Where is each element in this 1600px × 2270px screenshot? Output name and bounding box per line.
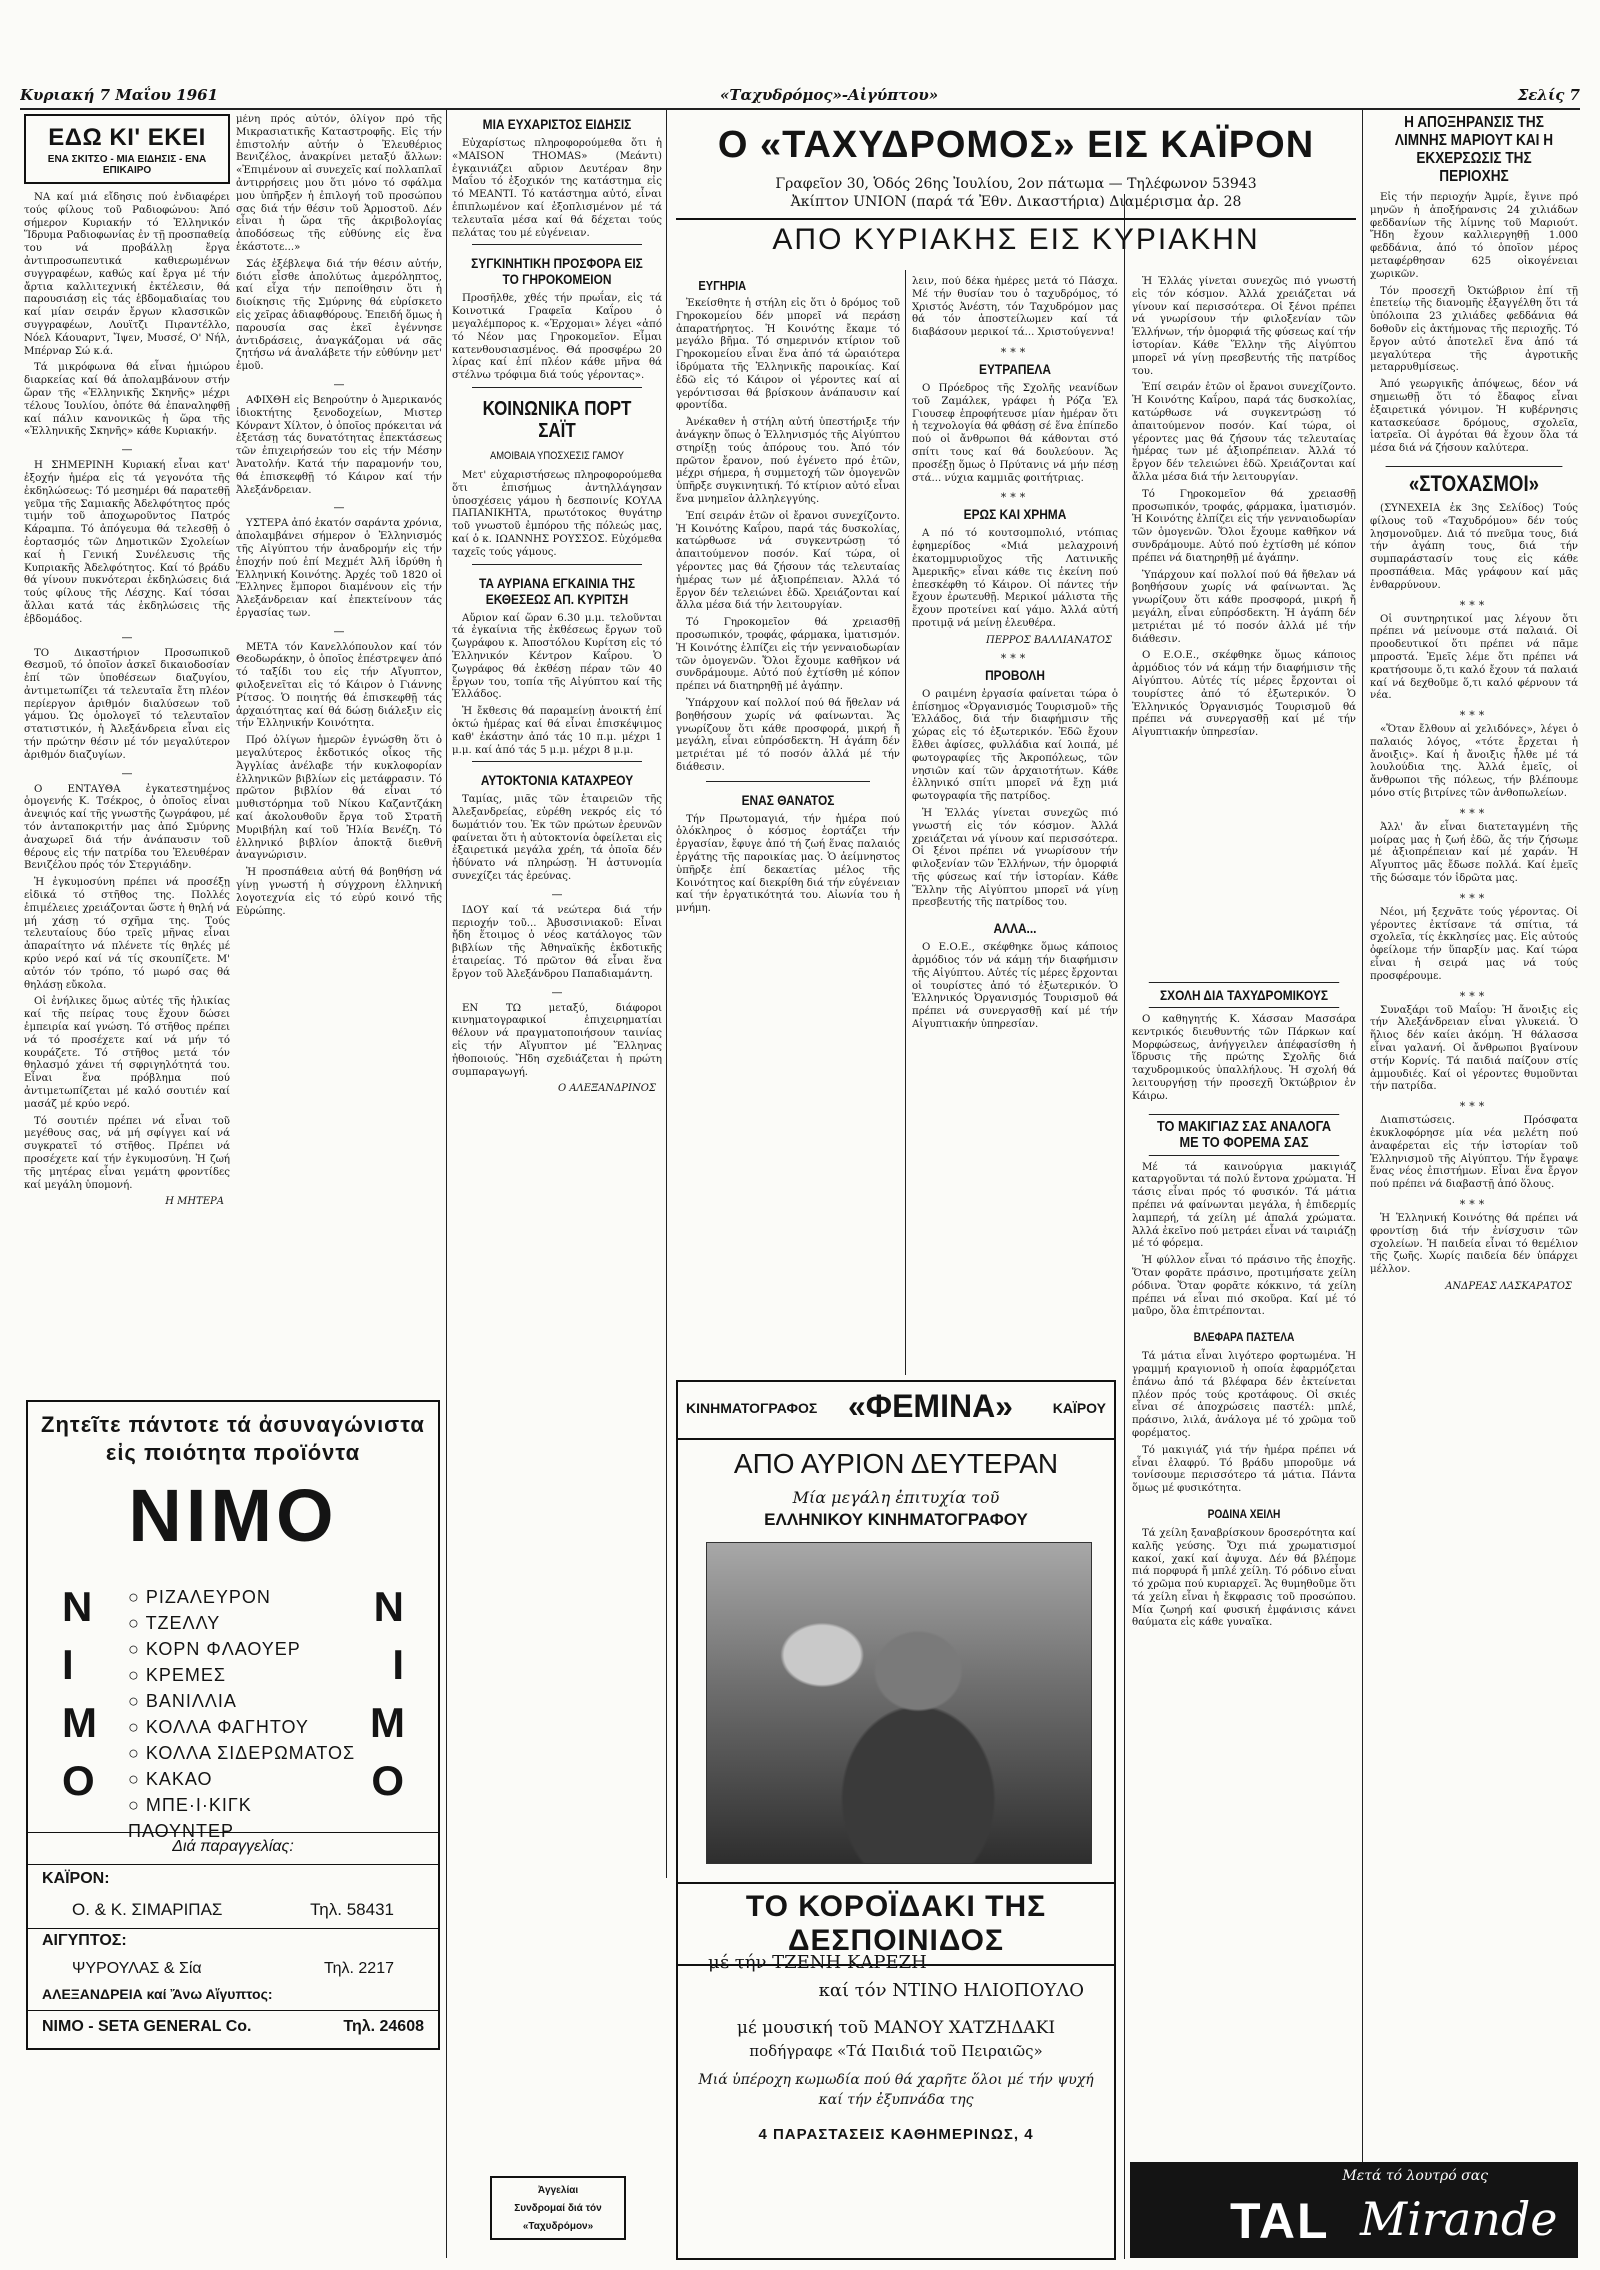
femina-cinema-ad	[676, 1380, 1116, 2260]
top-rule	[20, 108, 1580, 110]
news-paragraph: Τά μικρόφωνα θά εἶναι ἡμιώρου διαρκείας καί θά ἀπολαμβάνουν στήν ὥραν τῆς «Ἑλληνικῆς Σκηνῆς» μέχρι τέλους Ἰουλίου, ὁπότε θά ἐπαναληφθῇ καί πάλιν κανονικῶς ἡ ὥρα τῆς «Ἑλληνικῆς Σκηνῆς» κάθε Κυριακήν.	[24, 362, 230, 438]
news-paragraph: Διαπιστώσεις. Πρόσφατα ἐκυκλοφόρησε μία νέα μελέτη πού ἀναφέρεται εἰς τήν ἱστορίαν τοῦ Ἑλληνισμοῦ τῆς Αἰγύπτου. Τήν ἔγραψε ἕνας νέος ἐπιστήμων. Εἶναι ἕνα ἔργον πού πρέπει νά διαβαστῇ ἀπό ὅλους.	[1370, 1115, 1578, 1191]
alex-firm: ΨΥΡΟΥΛΑΣ & Σία	[72, 1960, 202, 1977]
headline: Η ΑΠΟΞΗΡΑΝΣΙΣ ΤΗΣ ΛΙΜΝΗΣ ΜΑΡΙΟΥΤ ΚΑΙ Η ΕΚΧΕΡΣΩΣΙΣ ΤΗΣ ΠΕΡΙΟΧΗΣ	[1394, 114, 1554, 185]
cairo-label: ΚΑΪΡΟΝ:	[42, 1870, 110, 1887]
stars-separator: ***	[1459, 989, 1489, 1003]
news-paragraph: Οἱ συντηρητικοί μας λέγουν ὅτι πρέπει νά μείνουμε στά παλαιά. Οἱ προοδευτικοί ὅτι πρέπει νά πᾶμε μπροστά. Ἐμεῖς λέμε ὅτι πρέπει νά κρατήσουμε ὅ,τι καλό ἔχουν τά παλαιά καί νά δεχθοῦμε ὅ,τι καλό φέρνουν τά νέα.	[1370, 613, 1578, 702]
news-paragraph: Ἡ προσπάθεια αὐτή θά βοηθήσῃ νά γίνῃ γνωστή ἡ σύγχρονη ἑλληνική λογοτεχνία εἰς τό εὐρύ κοινό τῆς Εὐρώπης.	[236, 867, 442, 917]
news-paragraph: Α πό τό κουτσομπολιό, ντόπιας ἐφημερίδος «Μιά μελαχροινή ἐκατομμυριοῦχος τῆς Λατινικῆς Ἀμερικῆς» εἶναι κάθε τις ἐκείνη πού ἐπεσκέφθη τό Κάιρον. Οἱ πάντες τήν ἔχουν ἐρωτευθῇ. Μερικοί μάλιστα τῆς ἔχουν προτείνει καί γάμο. Ἀλλά αὐτή προτιμᾷ νά μείνῃ ἐλευθέρα.	[912, 528, 1118, 629]
brand-letter: Μ	[62, 1699, 97, 1746]
news-paragraph: ΜΕΤΑ τόν Κανελλόπουλον καί τόν Θεοδωράκην, ὁ ὁποῖος ἐπέστρεψεν ἀπό τό ταξίδι του εἰς τήν Αἴγυπτον, φιλοξενεῖται εἰς τό Κάιρον ὁ Γιάννης Ρίτσος. Ὁ ποιητής θά ἐπισκεφθῇ τάς ἀρχαιότητας καί θά δώσῃ διάλεξιν εἰς τήν Ἑλληνικήν Κοινότητα.	[236, 641, 442, 730]
office-address: Ἀκίπτον UNION (παρά τά Ἐθν. Δικαστήρια) Διαμέρισμα ἀρ. 28	[790, 194, 1242, 210]
column-rule	[1124, 194, 1125, 2259]
film-still-photo	[706, 1542, 1092, 1864]
section-title: ΑΠΟ ΚΥΡΙΑΚΗΣ ΕΙΣ ΚΥΡΙΑΚΗΝ	[772, 223, 1260, 256]
nimo-advertisement	[26, 1400, 440, 2050]
divider	[472, 387, 642, 388]
news-paragraph: ΥΣΤΕΡΑ ἀπό ἑκατόν σαράντα χρόνια, ἀπολαμβάνει σήμερον ὁ Ἑλληνισμός τῆς Αἰγύπτου τήν ἀναδρομήν εἰς τήν ἐποχήν πού ἐπί Μεχμέτ Ἀλῆ ἱδρύθη ἡ Ἑλληνική Κοινότης. Ἀρχές τοῦ 1820 οἱ Ἕλληνες ἔμποροι διαμένουν εἰς τήν Ἀλεξάνδρειαν καί ἐπεκτείνουν τάς ἐργασίας των.	[236, 518, 442, 619]
issue-date: Κυριακή 7 Μαΐου 1961	[20, 86, 219, 104]
author-signature: Ο ΑΛΕΞΑΝΔΡΙΝΟΣ	[557, 1083, 656, 1095]
ad-brand: TAL	[1230, 2193, 1330, 2249]
brand-letter: Ο	[371, 1757, 404, 1804]
product-item: ○ ΚΟΛΛΑ ΣΙΔΕΡΩΜΑΤΟΣ	[128, 1743, 356, 1763]
cairo-phone: Τηλ. 58431	[310, 1900, 394, 1919]
seta-firm: ΝΙΜΟ - SETA GENERAL Co.	[42, 2018, 252, 2035]
separator: —	[551, 985, 563, 999]
news-paragraph: Ἐκείσθητε ἡ στήλη εἰς ὅτι ὁ δρόμος τοῦ Γηροκομείου δέν μπορεῖ νά περάσῃ ἀπαρατήρητος. Ἡ Κοινότης ἔκαμε τό μεγάλο βῆμα. Τό σημερινόν κτίριον τοῦ Γηροκομείου εἶναι ἕνα ἀπό τά ὡραιότερα ἱδρύματα τῆς Ἑλληνικῆς παροικίας. Καί ἐδῶ εἰς τό Κάιρον οἱ γέροντες καί αἱ γερόντισσαι θά βρίσκουν ἀνάπαυσιν καί φροντίδα.	[676, 298, 900, 412]
column-rule	[905, 270, 906, 1375]
brand-letter: Ι	[392, 1641, 404, 1688]
product-item: ○ ΤΖΕΛΛΥ	[128, 1613, 221, 1633]
headline: ΠΡΟΒΟΛΗ	[985, 666, 1045, 683]
office-address: Γραφεῖον 30, Ὁδός 26ης Ἰουλίου, 2ον πάτωμα — Τηλέφωνον 53943	[775, 176, 1257, 192]
news-paragraph: Τά χείλη ξαναβρίσκουν δροσερότητα καί καλῆς γεύσης. Ὄχι πιά χρωματισμοί κακοί, χακί καί ἀψυχα. Δέν θά βλέπομε πιά πορφυρά ἤ μπλέ χείλη. Τό ρόδινο εἶναι τό χρῶμα πού κυριαρχεῖ. Ἄς θυμηθοῦμε ὅτι τά χείλη εἶναι ἡ ἔκφρασις τοῦ προσώπου. Μία ζωηρή καί φυσική ἐμφάνισις κάνει θαύματα εἰς κάθε γυναῖκα.	[1132, 1527, 1356, 1629]
news-paragraph: Ἀπό γεωργικῆς ἀπόψεως, δέον νά σημειωθῇ ὅτι τό ἔδαφος εἶναι ἐξαιρετικά γόνιμον. Ἡ κυβέρνησις κατασκεύασε δρόμους, σχολεῖα, ἰατρεῖα. Οἱ ἀγρόται θά ἔχουν ὅλα τά μέσα διά νά ζήσουν καλύτερα.	[1370, 379, 1578, 455]
news-paragraph: Ταμίας, μιᾶς τῶν ἑταιρειῶν τῆς Ἀλεξανδρείας, εὑρέθη νεκρός εἰς τό δωμάτιόν του. Ἐκ τῶν πρώτων ἐρευνῶν φαίνεται ὅτι ἡ αὐτοκτονία ὀφείλεται εἰς ἐξαιρετικά μεγάλα χρέη, τά ὁποῖα δέν ἠδύνατο νά πληρώσῃ. Ἡ ἀστυνομία συνεχίζει τάς ἐρεύνας.	[452, 794, 662, 883]
news-paragraph: Προσῆλθε, χθές τήν πρωΐαν, εἰς τά Κοινοτικά Γραφεῖα Καΐρου ὁ μεγαλέμπορος κ. «Ἐρχομαι» λέγει «ἀπό τό Νέον μας Γηροκομεῖον. Εἶμαι κατενθουσιασμένος. Θά προσφέρω 20 λίρας καί ἐπί πλέον κάθε μῆνα θά στέλνω τρόφιμα διά τούς γέροντας».	[452, 293, 662, 382]
nimo-letters-left	[62, 1578, 97, 1810]
separator: —	[121, 766, 133, 780]
news-paragraph: Ἀνέκαθεν ἡ στήλη αὐτή ὑπεστήριξε τήν ἀνάγκην ὅπως ὁ Ἑλληνισμός τῆς Αἰγύπτου στηρίξῃ τούς ἀπόρους του. Ἀπό τόν πρῶτον ἔρανον, πού ἐγένετο πρό ἐτῶν, μέχρι σήμερα, ἡ συμμετοχή τῶν ὁμογενῶν ὑπῆρξε συγκινητική. Τό κτίριον αὐτό εἶναι ἕνα μνημεῖον ἀλληλεγγύης.	[676, 417, 900, 505]
headline: ΣΥΓΚΙΝΗΤΙΚΗ ΠΡΟΣΦΟΡΑ ΕΙΣ ΤΟ ΓΗΡΟΚΟΜΕΙΟΝ	[471, 255, 643, 288]
headline: ΣΧΟΛΗ ΔΙΑ ΤΑΧΥΔΡΟΜΙΚΟΥΣ	[1149, 982, 1339, 1008]
tal-mirande-ad	[1130, 2162, 1578, 2258]
news-paragraph: Ἡ ἐγκυμοσύνη πρέπει νά προσέξῃ εἰδικά τό στῆθος της. Πολλές ἐπιμέλειες χρειάζονται ὥστε ἡ θηλή νά μή χάσῃ τό σχῆμα της. Τούς τελευταίους δύο τρεῖς μῆνας εἶναι ἀπαραίτητο νά πλένετε τίς θηλές μέ κρύο νερό καί νά τίς σκουπίζετε. Μ' αὐτόν τόν τρόπο, τό μωρό σας θά θηλάσῃ εὔκολα.	[24, 877, 230, 991]
news-paragraph: λειν, πού δέκα ἡμέρες μετά τό Πάσχα. Μέ τήν θυσίαν του ὁ ταχυδρόμος, τό Χριστός Ἀνέστη, τόν Ταχυδρόμον μας θά τόν ἀποστείλωμεν καί τά διαβάσουν μερικοί τά... Χριστούγεννα!	[912, 276, 1118, 339]
music-credit: μέ μουσική τοῦ ΜΑΝΟΥ ΧΑΤΖΗΔΑΚΙ	[736, 2018, 1056, 2038]
news-paragraph: Τό σουτιέν πρέπει νά εἶναι τοῦ μεγέθους σας, νά μή σφίγγει καί νά συγκρατεῖ τό στῆθος. Πρέπει νά προσέχετε καί τήν ἐγκυμοσύνη. Ἡ ζωή τῆς μητέρας εἶναι γεμάτη φροντίδες καί μεγάλη ὑπομονή.	[24, 1115, 230, 1191]
news-paragraph: Τόν προσεχῆ Ὀκτώβριον ἐπί τῇ ἐπετείῳ τῆς διανομῆς ἐξαγγέλθη ὅτι τά ὑπόλοιπα 23 χιλιάδες φεδδάνια θά δοθοῦν εἰς ἀκτήμονας τῆς περιοχῆς. Τό ἔργον αὐτό ἀποτελεῖ ἕνα ἀπό τά μεγαλύτερα τῆς ἀγροτικῆς μεταρρυθμίσεως.	[1370, 285, 1578, 374]
column-rule	[1362, 108, 1363, 2258]
brand-letter: Ο	[62, 1757, 95, 1804]
news-paragraph: ΝΑ καί μιά εἴδησις πού ἐνδιαφέρει τούς φίλους τοῦ Ραδιοφώνου: Ἀπό σήμερον Κυριακήν τό Ἑλληνικόν Ἵδρυμα Ραδιοφωνίας ἐν τῇ προσπαθείᾳ του νά προβάλλῃ ἔργα ἀντιπροσωπευτικά καθιερωμένων συγγραφέων, καθώς καί ἔργα μέ τήν ἄρτια καλλιτεχνική ἐκτέλεσιν, θά παρουσιάσῃ εἰς τάς ἑβδομαδιαίας του καί μίαν σειράν ἔργων κλασσικῶν συγγραφέων, Λουϊτζι Πιραντέλλο, Νόελ Κάουαρντ, Ἴψεν, Μυσσέ, Ο' Νήλ, Μπέρναρ Σώ κ.ά.	[24, 192, 230, 357]
column-rule	[666, 108, 667, 1878]
news-paragraph: Ο ραιμένη ἐργασία φαίνεται τώρα ὁ ἐπίσημος «Ὀργανισμός Τουρισμοῦ» τῆς Ἑλλάδος, διά τήν διαφήμισιν τῆς χώρας εἰς τό ἐξωτερικόν. Ἐδῶ ἔχουν ἔλθει ἀφίσες, φυλλάδια καί λοιπά, μέ φωτογραφίες τῆς Ἀκροπόλεως, τῶν νησιῶν καί τῶν ἀρχαιοτήτων. Κάθε ἑλληνικό σπίτι μπορεῖ νά ἔχῃ μιά φωτογραφία τῆς πατρίδος.	[912, 688, 1118, 803]
news-paragraph: Ο Πρόεδρος τῆς Σχολῆς νεανίδων τοῦ Ζαμάλεκ, γράφει ἡ Ρόζα Ἐλ Γιουσεφ ἐπροφήτευσε μίαν ἡμέραν ὅτι ἡ τεχνολογία θά φθάσῃ σέ ἕνα ἐπίπεδο πού οἱ ἄνθρωποι θά κάθονται στό σπίτι τους καί θά δουλεύουν. Ἄς προσέξῃ ὅμως ὁ Πρύτανις νά μήν πέσῃ στά... νύχια καμμιᾶς φοιτήτριας.	[912, 382, 1118, 484]
headline: ΑΛΛΑ...	[993, 920, 1037, 937]
brand-letter: Μ	[370, 1699, 405, 1746]
orders-label: Διά παραγγελίας:	[172, 1838, 294, 1855]
column-6-content	[1132, 972, 1356, 2056]
ad-slogan: εἰς ποιότητα προϊόντα	[105, 1440, 361, 1465]
stars-separator: ***	[1459, 598, 1489, 612]
news-paragraph: Ἐπί σειράν ἐτῶν οἱ ἔρανοι συνεχίζοντο. Ἡ Κοινότης Καΐρου, παρά τάς δυσκολίας, κατώρθωσε νά συγκεντρώσῃ τό ἀπαιτούμενον ποσόν. Καί τώρα, οἱ γέροντες μας θά ζήσουν τάς τελευταίας ἡμέρας των μέ ἀξιοπρέπειαν. Ἀλλά τό ἔργον δέν τελειώνει ἐδῶ. Χρειάζονται καί ἄλλα μέσα διά τήν λειτουργίαν.	[676, 510, 900, 612]
cinema-name-bar	[678, 1382, 1114, 1440]
show-times: 4 ΠΑΡΑΣΤΑΣΕΙΣ ΚΑΘΗΜΕΡΙΝΩΣ, 4	[758, 2126, 1034, 2143]
author-signature: Η ΜΗΤΕΡΑ	[165, 1196, 224, 1208]
paper-title: «Ταχυδρόμος»-Αἰγύπτου»	[720, 86, 939, 104]
cast-lead: καί τόν ΝΤΙΝΟ ΗΛΙΟΠΟΥΛΟ	[818, 1980, 1084, 2001]
film-note: καί τήν ἐξυπνάδα της	[818, 2092, 974, 2108]
news-paragraph: μένη πρός αὐτόν, ὀλίγον πρό τῆς Μικρασιατικῆς Καταστροφῆς. Εἰς τήν ἐπιστολήν αὐτήν ὁ Ἐλευθέριος Βενιζέλος, ἀνακρίνει μεταξύ ἄλλων: «Ἐπιμένουν αἱ συνεχεῖς καί πολλαπλαῖ ἀντιρρήσεις μου ὅτι μόνο τό σφάλμα μου ὑπῆρξεν ἡ ἐπιλογή τοῦ προσώπου σας διά τήν θέσιν τοῦ Ἁρμοστοῦ. Δέν εἶναι ἡ ὥρα τῆς ἀκριβολογίας ἀποδόσεως τῆς εὐθύνης εἰς ἕνα ἑκάστοτε...»	[236, 114, 442, 253]
separator: —	[121, 630, 133, 644]
stars-separator: ***	[1000, 345, 1030, 359]
news-paragraph: Τό Γηροκομεῖον θά χρειασθῇ προσωπικόν, τροφάς, φάρμακα, ἰματισμόν. Ἡ Κοινότης ἐλπίζει εἰς τήν γενναιοδωρίαν τῶν ὁμογενῶν. Ὅλοι ἔχουμε καθῆκον νά συνδράμουμε. Αὐτό πού ἐχτίσθη μέ κόπον πρέπει νά διατηρηθῇ μέ ἀγάπην.	[676, 617, 900, 693]
news-paragraph: Ἡ ἔκθεσις θά παραμείνῃ ἀνοικτή ἐπί ὀκτώ ἡμέρας καί θά εἶναι ἐπισκέψιμος καθ' ἑκάστην ἀπό τάς 10 π.μ. μέχρι 1 μ.μ. καί ἀπό τάς 5 μ.μ. μέχρι 8 μ.μ.	[452, 706, 662, 756]
news-paragraph: Τό Γηροκομεῖον θά χρειασθῇ προσωπικόν, τροφάς, φάρμακα, ἰματισμόν. Ἡ Κοινότης ἐλπίζει εἰς τήν γενναιοδωρίαν τῶν ὁμογενῶν. Ὅλοι ἔχουμε καθῆκον νά συνδράμουμε. Αὐτό πού ἐχτίσθη μέ κόπον πρέπει νά διατηρηθῇ μέ ἀγάπην.	[1132, 488, 1356, 564]
headline: «ΣΤΟΧΑΣΜΟΙ»	[1386, 466, 1563, 497]
product-item: ○ ΚΑΚΑΟ	[128, 1769, 213, 1789]
headline: ΤΟ ΜΑΚΙΓΙΑΖ ΣΑΣ ΑΝΑΛΟΓΑ ΜΕ ΤΟ ΦΟΡΕΜΑ ΣΑΣ	[1149, 1114, 1339, 1156]
ad-divider	[28, 1832, 438, 1833]
news-paragraph: Ἡ φύλλον εἶναι τό πράσινο τῆς ἐποχῆς. Ὅταν φορᾶτε πράσινο, προτιμήσατε χείλη ρόδινα. Ὅταν φορᾶτε κόκκινο, τά χείλη πρέπει νά εἶναι πιό σκοῦρα. Καί μέ τό μαῦρο, ὅλα ἐπιτρέπονται.	[1132, 1255, 1356, 1318]
separator: —	[551, 887, 563, 901]
news-paragraph: (ΣΥΝΕΧΕΙΑ ἐκ 3ης Σελίδος) Τούς φίλους τοῦ «Ταχυδρόμου» δέν τούς λησμονοῦμεν. Διά τό πνεῦμα τους, διά τήν ἀγάπη τους, διά τήν συμπαράστασίν τους εἰς κάθε προσπάθεια. Μᾶς γράφουν καί μᾶς ἐνθαρρύνουν.	[1370, 502, 1578, 591]
ad-brand-script: Mirande	[1360, 2192, 1558, 2246]
alex-line: ΑΛΕΞΑΝΔΡΕΙΑ καί Ἄνω Αἴγυπτος:	[42, 1986, 273, 2002]
news-paragraph: Νέοι, μή ξεχνᾶτε τούς γέροντας. Οἱ γέροντες ἐκτίσανε τά σπίτια, τά σχολεῖα, τίς ἐκκλησίες μας. Εἰς αὐτούς ὀφείλομε τήν ὕπαρξίν μας. Καί τώρα εἶναι ἡ σειρά μας νά τούς προσφέρουμε.	[1370, 906, 1578, 982]
stars-separator: ***	[1459, 709, 1489, 723]
subheadline: ΡΟΔΙΝΑ ΧΕΙΛΗ	[1207, 1506, 1281, 1521]
film-title: ΤΟ ΚΟΡΟΪΔΑΚΙ ΤΗΣ ΔΕΣΠΟΙΝΙΔΟΣ	[678, 1882, 1114, 1966]
author-signature: ΠΕΡΡΟΣ ΒΑΛΛΙΑΝΑΤΟΣ	[985, 634, 1112, 646]
column-7	[1370, 114, 1578, 2156]
subheadline: ΒΛΕΦΑΡΑ ΠΑΣΤΕΛΑ	[1193, 1330, 1295, 1345]
brand-letter: Ν	[62, 1583, 93, 1630]
news-paragraph: Η ΣΗΜΕΡΙΝΗ Κυριακή εἶναι κατ' ἐξοχήν ἡμέρα εἰς τά γεγονότα τῆς ἐκδηλώσεως: Τό μεσημέρι θά παρατεθῇ γεῦμα τῆς Σαμιακῆς Ἀδελφότητος πρός τιμήν τοῦ ἀποχωροῦντος Πατρός Κάραμπα. Τό ἀπόγευμα θά τελεσθῇ ὁ ἐορτασμός τῶν Δημοτικῶν Σχολείων καί ἡ Γενική Συνέλευσις τῆς Κυπριακῆς Ἀδελφότητος. Καί τό βράδυ θά γίνουν πυκνότεραι ἐκδηλώσεις διά τούς φίλους τῆς Λέσχης. Καί τόσαι ἄλλαι κατά τάς ἐκδηλώσεις τῆς ἑβδομάδος.	[24, 460, 230, 625]
news-paragraph: Εἰς τήν περιοχήν Ἀμρίε, ἔγινε πρό μηνῶν ἡ ἀποξήρανσις 24 χιλιάδων φεδδανίων τῆς λίμνης τοῦ Μαριούτ. Ἤδη ἔχουν καλλιεργηθῇ 1.000 φεδδάνια, ἀπό τό ὁποῖον μέρος μεταφέρθησαν 625 οἰκογένειαι χωρικῶν.	[1370, 192, 1578, 280]
divider	[706, 781, 870, 782]
cinema-city: ΚΑΪΡΟΥ	[1052, 1400, 1106, 1416]
separator: —	[333, 377, 345, 391]
cast-lead: μέ τήν ΤΖΕΝΗ ΚΑΡΕΖΗ	[708, 1952, 927, 1973]
separator: —	[333, 624, 345, 638]
column-1	[24, 114, 230, 1414]
news-paragraph: ΑΦΙΧΘΗ εἰς Βεηρούτην ὁ Ἀμερικανός ἰδιοκτήτης ξενοδοχείων, Μιστερ Κόνραντ Χίλτον, ὁ ὁποῖος πρόκειται νά ἐξετάσῃ τάς δυνατότητας ἐπεκτάσεως τῶν ἐπιχειρήσεών του εἰς τήν Μέσην Ἀνατολήν. Κατά τήν παραμονήν του, θά ἐπισκεφθῇ τό Κάιρον καί τήν Ἀλεξάνδρειαν.	[236, 394, 442, 496]
headline: ΤΑ ΑΥΡΙΑΝΑ ΕΓΚΑΙΝΙΑ ΤΗΣ ΕΚΘΕΣΕΩΣ ΑΠ. ΚΥΡΙΤΣΗ	[478, 574, 636, 607]
ad-divider	[28, 1928, 438, 1929]
news-paragraph: Πρό ὀλίγων ἡμερῶν ἐγνώσθη ὅτι ὁ μεγαλύτερος ἐκδοτικός οἶκος τῆς Ἀγγλίας ἀνέλαβε τήν κυκλοφορίαν ἑλληνικῶν βιβλίων εἰς μετάφρασιν. Τό πρῶτον βιβλίον θά εἶναι τό μυθιστόρημα τοῦ Νίκου Καζαντζάκη καί ἀκολουθοῦν ἔργα τοῦ Στρατῆ Μυριβήλη καί τοῦ Ἠλία Βενέζη. Τό ἑλληνικό βιβλίον ἀποκτᾷ διεθνῆ ἀναγνώρισιν.	[236, 735, 442, 862]
news-paragraph: Μετ' εὐχαριστήσεως πληροφορούμεθα ὅτι ἐπισήμως ἀντηλλάγησαν ὑποσχέσεις γάμου ἡ δεσποινίς ΚΟΥΛΑ ΠΑΠΑΝΙΚΗΤΑ, πρωτότοκος θυγάτηρ τοῦ γνωστοῦ ἐμπόρου τῆς πόλεώς μας, καί ὁ κ. ΙΩΑΝΝΗΣ ΡΟΥΣΣΟΣ. Εὐχόμεθα ταχεῖς τούς γάμους.	[452, 469, 662, 558]
product-item: ○ ΚΟΡΝ ΦΛΑΟΥΕΡ	[128, 1639, 301, 1659]
notice-text: Ἀγγελίαι Συνδρομαί διά τόν «Ταχυδρόμον»	[514, 2185, 602, 2232]
tagline: Μία μεγάλη ἐπιτυχία τοῦ	[792, 1488, 1000, 1507]
news-paragraph: Ἡ Ἑλλάς γίνεται συνεχῶς πιό γνωστή εἰς τόν κόσμον. Ἀλλά χρειάζεται νά γίνουν καί περισσότερα. Οἱ ξένοι πρέπει νά γνωρίσουν τήν φιλοξενίαν τῶν Ἑλλήνων, τήν ὁμορφιά τῆς φύσεως καί τήν ἱστορίαν. Κάθε Ἕλλην τῆς Αἰγύπτου μπορεῖ νά γίνῃ πρεσβευτής τῆς πατρίδος του.	[912, 807, 1118, 909]
news-paragraph: Συναξάρι τοῦ Μαΐου: Ἡ ἄνοιξις εἰς τήν Ἀλεξάνδρειαν εἶναι γλυκειά. Ὁ ἥλιος δέν καίει ἀκόμη. Ἡ θάλασσα εἶναι γαλανή. Οἱ ἄνθρωποι βγαίνουν στήν Κορνίς. Τά παιδιά παίζουν στίς ἀμμουδιές. Καί οἱ γέροντες θυμοῦνται τήν πατρίδα.	[1370, 1004, 1578, 1093]
headline: ΚΟΙΝΩΝΙΚΑ ΠΟΡΤ ΣΑΪΤ	[482, 397, 632, 442]
news-paragraph: Τό μακιγιάζ γιά τήν ἡμέρα πρέπει νά εἶναι ἐλαφρύ. Τό βράδυ μποροῦμε νά τονίσουμε περισσότερο τά μάτια. Πάντα ὅμως μέ φυσικότητα.	[1132, 1444, 1356, 1495]
product-item: ○ ΜΠΕ·Ι·ΚΙΓΚ ΠΑΟΥΝΤΕΡ	[128, 1795, 252, 1841]
stars-separator: ***	[1459, 1198, 1489, 1211]
headline: ΕΥΓΗΡΙΑ	[698, 278, 747, 293]
news-paragraph: ΙΔΟΥ καί τά νεώτερα διά τήν περιοχήν τοῦ... Ἀβυσσινιακοῦ: Εἶναι ἤδη ἕτοιμος ὁ νέος κατάλογος τῶν βιβλίων τῆς Ἀθηναϊκῆς ἐκδοτικῆς ἑταιρείας. Τό πρῶτον θά εἶναι ἕνα ἔργον τοῦ Ἀλεξάνδρου Παπαδιαμάντη.	[452, 904, 662, 980]
divider	[472, 761, 642, 762]
alex-label: ΑΙΓΥΠΤΟΣ:	[42, 1932, 127, 1949]
alex-phone: Τηλ. 2217	[324, 1960, 394, 1977]
news-paragraph: Ὑπάρχουν καί πολλοί πού θά ἤθελαν νά βοηθήσουν χωρίς νά φαίνωνται. Ἄς γνωρίζουν ὅτι κάθε προσφορά, μικρή ἤ μεγάλη, εἶναι εὐπρόσδεκτη. Ἡ ἀγάπη δέν μετριέται μέ τό ποσόν ἀλλά μέ τήν διάθεσιν.	[676, 697, 900, 773]
column-5	[912, 276, 1118, 1372]
news-paragraph: Ἐπί σειράν ἐτῶν οἱ ἔρανοι συνεχίζοντο. Ἡ Κοινότης Καΐρου, παρά τάς δυσκολίας, κατώρθωσε νά συγκεντρώσῃ τό ἀπαιτούμενον ποσόν. Καί τώρα, οἱ γέροντες μας θά ζήσουν τάς τελευταίας ἡμέρας των μέ ἀξιοπρέπειαν. Ἀλλά τό ἔργον δέν τελειώνει ἐδῶ. Χρειάζονται καί ἄλλα μέσα διά τήν λειτουργίαν.	[1132, 382, 1356, 483]
author-signature: ΑΝΔΡΕΑΣ ΛΑΣΚΑΡΑΤΟΣ	[1445, 1280, 1572, 1292]
divider	[472, 244, 642, 245]
news-paragraph: Τήν Πρωτομαγιά, τήν ἡμέρα πού ὁλόκληρος ὁ κόσμος ἑορτάζει τήν ἐργασίαν, ἔφυγε ἀπό τή ζωή ἕνας παλαιός ἐργάτης τῆς παροικίας μας. Ὁ ἀείμνηστος ὑπῆρξε ἐπί δεκαετίας μέλος τῆς Κοινότητος καί διεκρίθη διά τήν εὐγένειαν καί τήν ἐργατικότητά του. Αἰωνία του ἡ μνήμη.	[676, 813, 900, 915]
news-paragraph: Εὐχαρίστως πληροφορούμεθα ὅτι ἡ «MAISON THOMAS» (Μεάντι) ἐγκαινιάζει αὔριον Δευτέραν 8ην Μαΐου τό ἐξοχικόν της κατάστημα εἰς τό ΜΕΑΝΤΙ. Τό κατάστημα αὐτό, εἶναι ἐπιπλωμένον καί ἐξοπλισμένον μέ τά τελευταῖα μέσα καί θά δέχεται τούς πελάτας του μέ εὐγένειαν.	[452, 138, 662, 239]
nimo-letters-right	[370, 1578, 404, 1810]
headline: ΑΥΤΟΚΤΟΝΙΑ ΚΑΤΑΧΡΕΟΥ	[480, 772, 634, 789]
news-paragraph: ΕΝ ΤΩ μεταξύ, διάφοροι κινηματογραφικοί ἐπιχειρηματίαι θέλουν νά πραγματοποιήσουν ταινίας εἰς τήν Αἴγυπτον μέ Ἕλληνας ἠθοποιούς. Ἤδη σχεδιάζεται ἡ πρώτη συμπαραγωγή.	[452, 1002, 662, 1078]
column-3	[452, 114, 662, 2254]
headline: ΕΡΩΣ ΚΑΙ ΧΡΗΜΑ	[963, 506, 1067, 523]
music-credit: ποδήγραφε «Τά Παιδιά τοῦ Πειραιῶς»	[749, 2042, 1043, 2060]
ad-divider	[28, 1864, 438, 1865]
news-paragraph: Ο Ε.Ο.Ε., σκέφθηκε ὅμως κάποιος ἀρμόδιος τόν νά κάμῃ τήν διαφήμισιν τῆς Αἰγύπτου. Αὐτές τίς μέρες ἔρχονται οἱ τουρίστες ἀπό τό ἐξωτερικόν. Ὁ Ἑλληνικός Ὀργανισμός Τουρισμοῦ θά πρέπει νά συνεργασθῇ καί μέ τήν Αἰγυπτιακήν ὑπηρεσίαν.	[1132, 650, 1356, 739]
cinema-name: «ΦΕΜΙΝΑ»	[848, 1388, 1013, 1424]
news-paragraph: Τά μάτια εἶναι λιγότερο φορτωμένα. Ἡ γραμμή κραγιονιοῦ ἡ οποία ἐφαρμόζεται ἐπάνω ἀπό τά βλέφαρα δέν ἐκτείνεται πλέον πρός τούς κροτάφους. Οἱ σκιές εἶναι σέ ἀποχρώσεις παστέλ: μπλέ, πράσινο, λιλά, ἀνάλογα μέ τό χρῶμα τοῦ φορέματος.	[1132, 1351, 1356, 1439]
news-paragraph: Αὔριον καί ὥραν 6.30 μ.μ. τελοῦνται τά ἐγκαίνια τῆς ἐκθέσεως ἔργων τοῦ ζωγράφου κ. Ἀποστόλου Κυρίτση εἰς τό Ἑλληνικόν Κέντρον Καΐρου. Ὁ ζωγράφος θά ἐκθέσῃ πέραν τῶν 40 ἔργων του, τοπία τῆς Αἰγύπτου καί τῆς Ἑλλάδος.	[452, 612, 662, 701]
brand-letter: Ν	[373, 1583, 404, 1630]
product-item: ○ ΚΟΛΛΑ ΦΑΓΗΤΟΥ	[128, 1717, 309, 1737]
news-paragraph: Ἀλλ' ἄν εἶναι διατεταγμένη τῆς μοίρας μας ἡ ζωή ἐδῶ, ἄς τήν ζήσωμε μέ ἀξιοπρέπειαν καί μέ χαράν. Ἡ Αἴγυπτος μᾶς ἔδωσε πολλά. Καί ἐμεῖς τῆς δώσαμε τόν ἱδρῶτα μας.	[1370, 821, 1578, 885]
ad-tagline: Μετά τό λουτρό σας	[1342, 2168, 1488, 2184]
product-item: ○ ΡΙΖΑΛΕΥΡΟΝ	[128, 1587, 271, 1607]
news-paragraph: Ἡ Ἑλλάς γίνεται συνεχῶς πιό γνωστή εἰς τόν κόσμον. Ἀλλά χρειάζεται νά γίνουν καί περισσότερα. Οἱ ξένοι πρέπει νά γνωρίσουν τήν φιλοξενίαν τῶν Ἑλλήνων, τήν ὁμορφιά τῆς φύσεως καί τήν ἱστορίαν. Κάθε Ἕλλην τῆς Αἰγύπτου μπορεῖ νά γίνῃ πρεσβευτής τῆς πατρίδος του.	[1132, 276, 1356, 377]
product-item: ○ ΚΡΕΜΕΣ	[128, 1665, 227, 1685]
separator: —	[333, 501, 345, 515]
column-6-upper	[1132, 276, 1356, 966]
edo-ki-ekei-header	[24, 114, 230, 184]
news-paragraph: Μέ τά καινούργια μακιγιάζ καταργοῦνται τά πολύ ἔντονα χρώματα. Ἡ τάσις εἶναι πρός τό φυσικόν. Τά μάτια πρέπει νά φαίνωνται μεγάλα, ἡ ἐπιδερμίς λαμπερή, τά χείλη μέ ἀπαλά χρώματα. Ἀλλά ἐκεῖνο πού μετράει εἶναι νά ταιριάζῃ μέ τό φόρεμα.	[1132, 1161, 1356, 1250]
headline: ΜΙΑ ΕΥΧΑΡΙΣΤΟΣ ΕΙΔΗΣΙΣ	[482, 116, 632, 132]
product-list	[128, 1584, 358, 1844]
subheadline: ΑΜΟΙΒΑΙΑ ΥΠΟΣΧΕΣΙΣ ΓΑΜΟΥ	[490, 449, 624, 462]
nimo-brand: ΝΙΜΟ	[128, 1474, 338, 1557]
brand-letter: Ι	[62, 1641, 74, 1688]
small-notice	[490, 2176, 626, 2240]
news-paragraph: Ὑπάρχουν καί πολλοί πού θά ἤθελαν νά βοηθήσουν χωρίς νά φαίνωνται. Ἄς γνωρίζουν ὅτι κάθε προσφορά, μικρή ἤ μεγάλη, εἶναι εὐπρόσδεκτη. Ἡ ἀγάπη δέν μετριέται μέ τό ποσόν ἀλλά μέ τήν διάθεσιν.	[1132, 569, 1356, 645]
divider	[472, 564, 642, 565]
column-rule	[446, 108, 447, 2258]
tagline: ΕΛΛΗΝΙΚΟΥ ΚΙΝΗΜΑΤΟΓΡΑΦΟΥ	[764, 1510, 1028, 1529]
stars-separator: ***	[1459, 1100, 1489, 1114]
stars-separator: ***	[1459, 891, 1489, 905]
seta-phone: Τηλ. 24608	[343, 2018, 424, 2035]
header-title: Ο «ΤΑΧΥΔΡΟΜΟΣ» ΕΙΣ ΚΑΪΡΟΝ	[717, 124, 1315, 166]
section-subtitle: ΕΝΑ ΣΚΙΤΣΟ - ΜΙΑ ΕΙΔΗΣΙΣ - ΕΝΑ ΕΠΙΚΑΙΡΟ	[47, 154, 207, 176]
cairo-office-header	[676, 122, 1356, 272]
news-paragraph: «Ὅταν ἔλθουν αἱ χελιδόνες», λέγει ὁ παλαιός λόγος, «τότε ἔρχεται ἡ ἄνοιξις». Καί ἡ ἄνοιξις ἦλθε μέ τά λουλούδια της. Ἀλλά ἐμεῖς, οἱ ἄνθρωποι τῆς πόλεως, τήν βλέπουμε μόνο στίς βιτρίνες τῶν ἀνθοπωλείων.	[1370, 724, 1578, 800]
opening-date: ΑΠΟ ΑΥΡΙΟΝ ΔΕΥΤΕΡΑΝ	[733, 1448, 1059, 1479]
cairo-firm: Ο. & Κ. ΣΙΜΑΡΙΠΑΣ	[72, 1900, 223, 1919]
news-paragraph: Ο καθηγητής Κ. Χάσσαν Μασσάρα κεντρικός διευθυντής τῶν Πάρκων καί Μορφώσεως, ἀνήγγειλεν ἀπέφασίσθη ἡ ἵδρυσις τῆς πρώτης Σχολῆς διά ταχυδρομικούς ὑπαλλήλους. Ἡ σχολή θά λειτουργήσῃ τήν προσεχῆ Ὀκτώβριον ἐν Κάιρω.	[1132, 1014, 1356, 1102]
headline: ΕΥΤΡΑΠΕΛΑ	[979, 360, 1051, 377]
news-paragraph: Οἱ ἐνήλικες ὅμως αὐτές τῆς ἡλικίας καί τῆς πείρας τους ἔχουν δώσει ἐμπειρία καί γνώση. Τό στῆθος πρέπει νά τό προσέχετε καί νά μήν τό κουράζετε. Τό στῆθος μετά τόν θηλασμό χάνει τή σφριγηλότητά του. Εἶναι ἕνα πρόβλημα πού ἀντιμετωπίζεται μέ καλό σουτιέν καί μασάζ μέ κρύο νερό.	[24, 996, 230, 1110]
headline: ΕΝΑΣ ΘΑΝΑΤΟΣ	[741, 791, 835, 808]
column-4	[676, 276, 900, 1372]
ad-slogan: Ζητεῖτε πάντοτε τά ἀσυναγώνιστα	[41, 1412, 425, 1437]
ad-divider	[28, 2010, 438, 2011]
section-title: ΕΔΩ ΚΙ' ΕΚΕΙ	[48, 124, 206, 151]
stars-separator: ***	[1000, 651, 1030, 665]
cinema-label: ΚΙΝΗΜΑΤΟΓΡΑΦΟΣ	[686, 1400, 818, 1416]
column-2	[236, 114, 442, 1414]
product-item: ○ ΒΑΝΙΛΛΙΑ	[128, 1691, 237, 1711]
page-number: Σελίς 7	[1517, 86, 1580, 104]
news-paragraph: Σάς ἐξέβλεψα διά τήν θέσιν αὐτήν, διότι εἶσθε ἀπολύτως ἀμερόληπτος, καί εἶχα τήν πεποίθησιν ὅτι ἡ διοίκησις τῆς Σμύρνης θά εὑρίσκετο εἰς χεῖρας ἀδιαφθόρους. Ἐπειδή ὅμως ἡ παρουσία σας ἐκεῖ ἐγέννησε ἀντιδράσεις, ἀναγκάζομαι νά σᾶς ζητήσω νά ἀναλάβετε τήν εὐθύνην μετ' ἐμοῦ.	[236, 258, 442, 373]
news-paragraph: Ο ΕΝΤΑΥΘΑ ἐγκατεστημένος ὁμογενής Κ. Τσέκρος, ὁ ὁποῖος εἶναι ἀνεψιός καί τῆς γνωστῆς ζωγράφου, μέ τόν ἀνταποκριτήν μας ἀπό Σμύρνης ἀναχωρεῖ διά τήν ἀνάπαυσιν τοῦ θέρους εἰς τήν πατρίδα του Ἐλευθέραν Βενιζέλου πρός τόν Στεργιάδην.	[24, 783, 230, 872]
news-paragraph: Ο Ε.Ο.Ε., σκέφθηκε ὅμως κάποιος ἀρμόδιος τόν νά κάμῃ τήν διαφήμισιν τῆς Αἰγύπτου. Αὐτές τίς μέρες ἔρχονται οἱ τουρίστες ἀπό τό ἐξωτερικόν. Ὁ Ἑλληνικός Ὀργανισμός Τουρισμοῦ θά πρέπει νά συνεργασθῇ καί μέ τήν Αἰγυπτιακήν ὑπηρεσίαν.	[912, 942, 1118, 1031]
film-note: Μιά ὑπέροχη κωμωδία πού θά χαρῆτε ὅλοι μέ τήν ψυχή	[698, 2072, 1094, 2088]
news-paragraph: Ἡ Ἑλληνική Κοινότης θά πρέπει νά φροντίσῃ διά τήν ἐνίσχυσιν τῶν σχολείων. Ἡ παιδεία εἶναι τό θεμέλιον τῆς ζωῆς. Χωρίς παιδεία δέν ὑπάρχει μέλλον.	[1370, 1213, 1578, 1276]
stars-separator: ***	[1459, 806, 1489, 820]
masthead	[20, 86, 1580, 108]
separator: —	[121, 443, 133, 457]
stars-separator: ***	[1000, 491, 1030, 505]
news-paragraph: ΤΟ Δικαστήριον Προσωπικοῦ Θεσμοῦ, τό ὁποῖον ἀσκεῖ δικαιοδοσίαν ἐπί τῶν ὑποθέσεων διαζυγίου, ἀντιμετωπίζει τά τελευταῖα ἔτη πλέον περίεργον ἀριθμόν διαλύσεων τοῦ γάμου. Ὡς ὁμολογεῖ τό τελευταῖον στατιστικόν, ἡ Ἀλεξάνδρεια εἶναι εἰς τήν πρώτην θέσιν μέ τόν μεγαλύτερον ἀριθμόν διαζυγίων.	[24, 647, 230, 761]
